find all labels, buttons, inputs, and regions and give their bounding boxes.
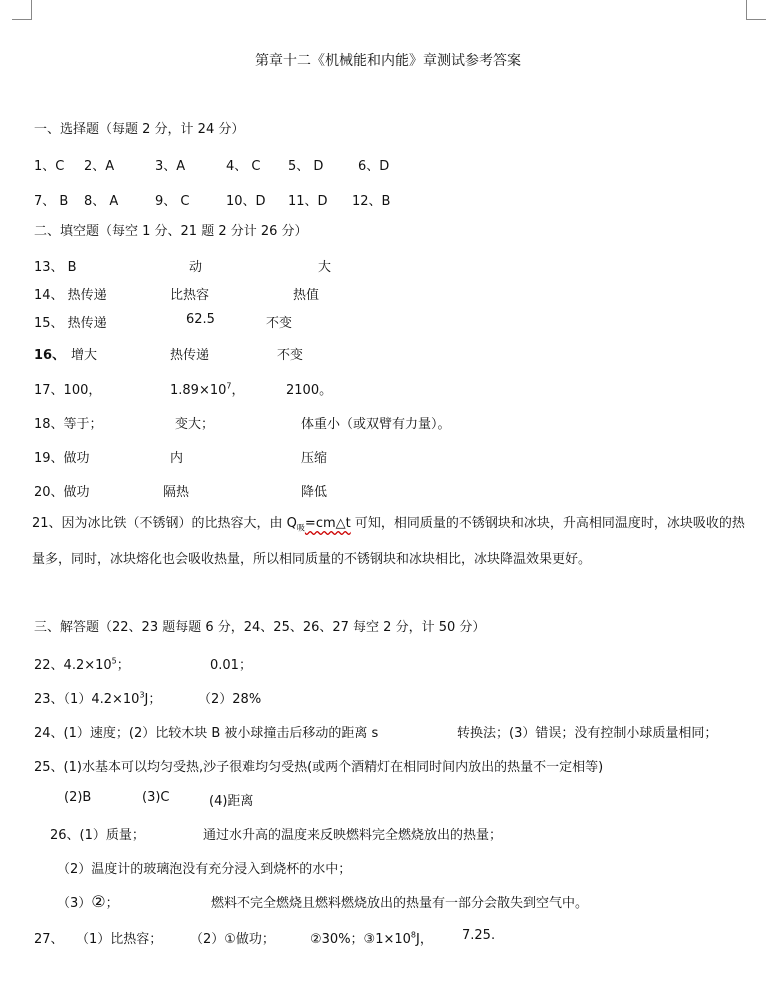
q22-ans2: 0.01； <box>210 658 252 673</box>
q15-ans3: 不变 <box>266 316 293 331</box>
q14-ans2: 比热容 <box>170 288 210 303</box>
answer-3: 3、A <box>155 159 186 174</box>
q27-ans3: ②30%；$③1\times 10^8J$， <box>310 930 433 947</box>
q25-ans2: (2)B <box>64 790 92 805</box>
q27-ans1: （1）比热容； <box>76 932 163 947</box>
answer-12: 12、B <box>352 194 391 209</box>
q23-ans1: 23、$(1)4.2\times 10^3J$； <box>34 690 162 707</box>
section2-heading: 二、填空题（每空 1 分、21 题 2 分计 26 分） <box>34 224 308 239</box>
q18-label: 18、等于； <box>34 417 103 432</box>
corner-mark-right <box>746 0 747 20</box>
answer-4: 4、 C <box>226 159 261 174</box>
corner-mark-right-h <box>746 19 766 20</box>
q23-ans2: （2）28% <box>198 692 262 707</box>
q17-ans3: 2100。 <box>286 383 333 398</box>
q15-ans2: 62.5 <box>186 312 215 327</box>
answer-6: 6、D <box>358 159 390 174</box>
q27-label: 27、 <box>34 932 64 947</box>
answer-10: 10、D <box>226 194 266 209</box>
corner-mark-left-h <box>12 19 32 20</box>
q22-ans1: 22、$4.2\times 10^5$； <box>34 656 130 673</box>
q19-ans3: 压缩 <box>301 451 328 466</box>
answer-5: 5、 D <box>288 159 324 174</box>
q20-ans2: 隔热 <box>163 485 190 500</box>
q21-paragraph: 21、因为冰比铁（不锈钢）的比热容大，由 $Q_吸=cm\triangle t$ 可知，相同质量的不锈钢块和冰块，升高相同温度时，冰块吸收的热量多，同时，冰块熔化也会吸收热量，所以相同质量的不锈钢块和冰块相比，冰块降温效果更好。 <box>32 516 745 567</box>
q16-ans3: 不变 <box>277 348 304 363</box>
q24-part1: 24、(1）速度；(2）比较木块 B 被小球撞击后移动的距离 s <box>34 726 379 741</box>
section1-heading: 一、选择题（每题 2 分，计 24 分） <box>34 122 245 137</box>
q16-ans1: 增大 <box>71 348 98 363</box>
q17-ans2: $1.89\times 10^7$， <box>170 381 245 398</box>
answer-8: 8、 A <box>84 194 119 209</box>
q13-label: 13、 B <box>34 260 77 275</box>
answer-11: 11、D <box>288 194 328 209</box>
corner-mark-left <box>31 0 32 20</box>
q18-ans2: 变大； <box>175 417 215 432</box>
q25-ans3: (3)C <box>142 790 170 805</box>
q26-part3-reason: 燃料不完全燃烧且燃料燃烧放出的热量有一部分会散失到空气中。 <box>211 896 589 911</box>
answer-1: 1、C <box>34 159 65 174</box>
q26-part3: （3）②； <box>57 892 119 911</box>
q26-part2: （2）温度计的玻璃泡没有充分浸入到烧杯的水中； <box>57 862 352 877</box>
page-title: 第章十二《机械能和内能》章测试参考答案 <box>255 53 521 69</box>
answer-7: 7、 B <box>34 194 69 209</box>
q25-ans4: (4)距离 <box>209 794 254 809</box>
q19-ans2: 内 <box>170 451 184 466</box>
q14-ans3: 热值 <box>293 288 320 303</box>
q26-part1-reason: 通过水升高的温度来反映燃料完全燃烧放出的热量； <box>203 828 503 843</box>
q13-ans3: 大 <box>318 260 332 275</box>
answer-9: 9、 C <box>155 194 190 209</box>
q25-line1: 25、(1)水基本可以均匀受热,沙子很难均匀受热(或两个酒精灯在相同时间内放出的热量不一定相等) <box>34 760 604 775</box>
q27-ans4: 7.25. <box>462 928 496 943</box>
q19-label: 19、做功 <box>34 451 90 466</box>
q26-part1: 26、(1）质量； <box>50 828 145 843</box>
q15-label: 15、 热传递 <box>34 316 107 331</box>
q14-label: 14、 热传递 <box>34 288 107 303</box>
answer-2: 2、A <box>84 159 115 174</box>
q17-label: 17、100， <box>34 383 102 398</box>
q18-ans3: 体重小（或双臂有力量）。 <box>301 417 451 432</box>
section3-heading: 三、解答题（22、23 题每题 6 分，24、25、26、27 每空 2 分，计 50 分） <box>34 620 486 635</box>
q20-ans3: 降低 <box>301 485 328 500</box>
q13-ans2: 动 <box>189 260 203 275</box>
q24-part2: 转换法；(3）错误；没有控制小球质量相同； <box>457 726 718 741</box>
q16-label: 16、 <box>34 348 66 363</box>
q20-label: 20、做功 <box>34 485 90 500</box>
q16-ans2: 热传递 <box>170 348 210 363</box>
q27-ans2: （2）①做功； <box>190 932 275 947</box>
